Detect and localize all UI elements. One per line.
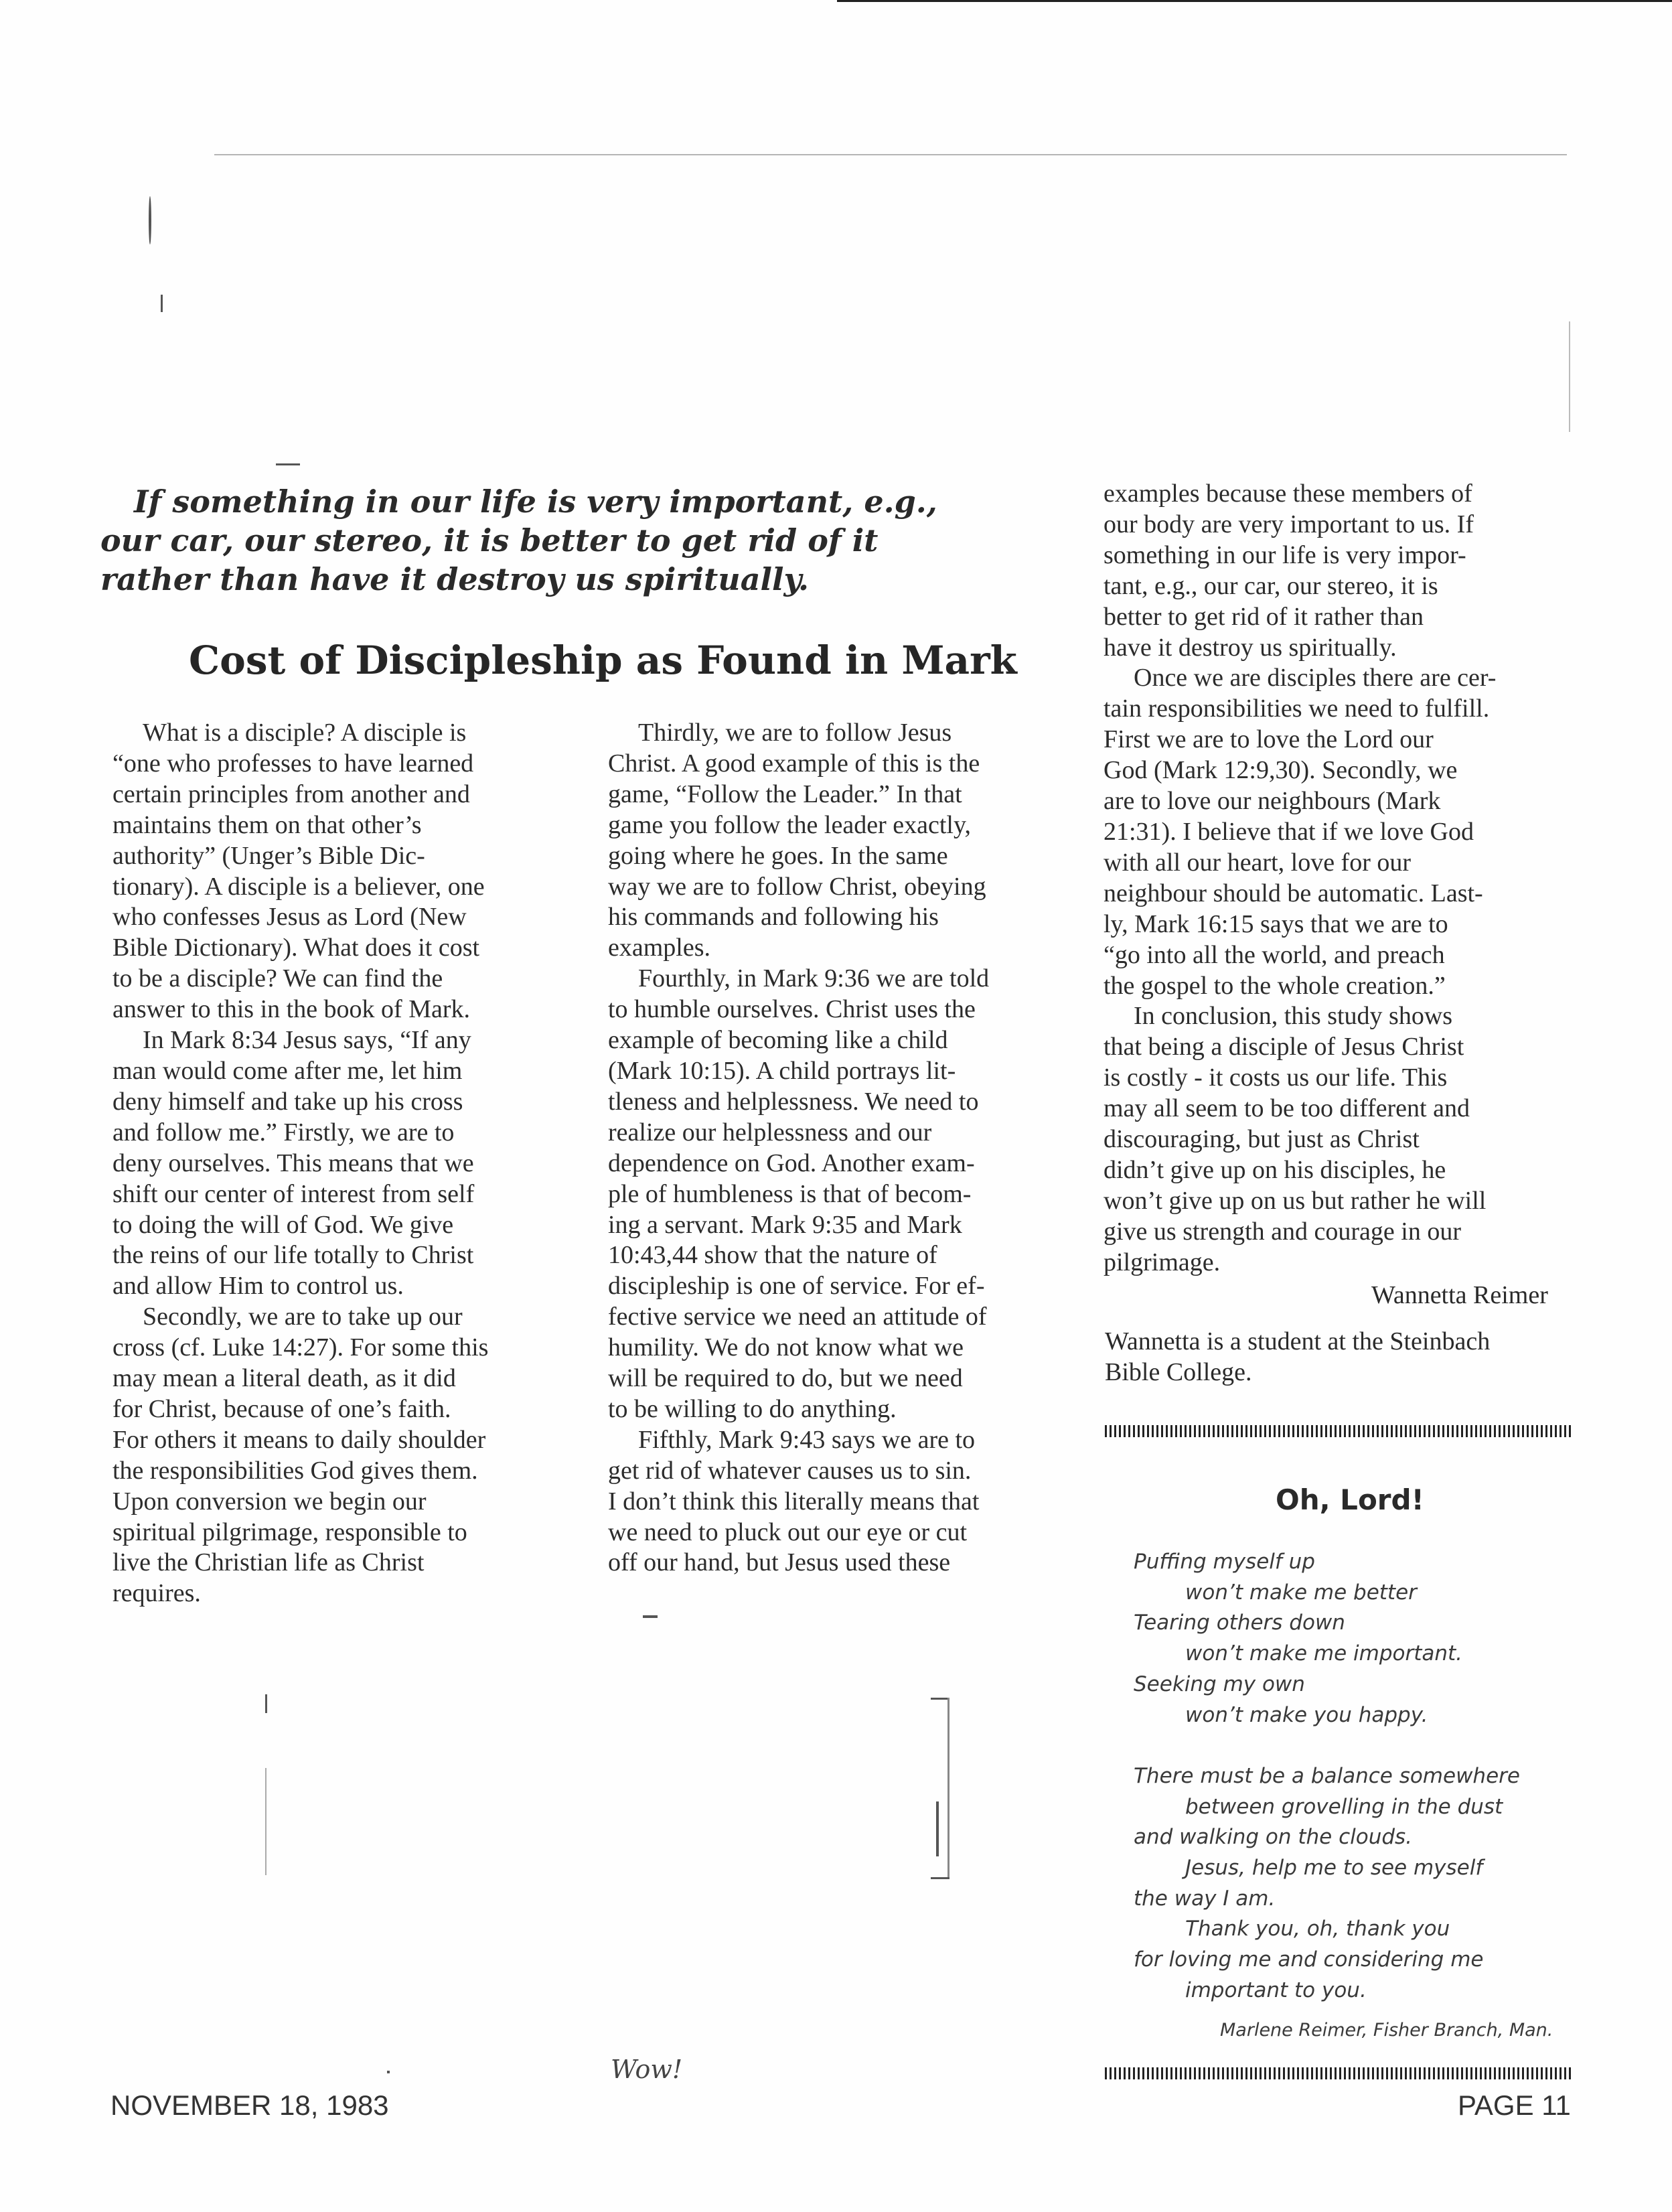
poem-body — [1134, 1547, 1520, 2006]
article-line: didn’t give up on his disciples, he — [1104, 1155, 1446, 1184]
article-line: get rid of whatever causes us to sin. — [608, 1456, 972, 1485]
scan-mark — [276, 463, 300, 465]
article-line: certain principles from another and — [112, 780, 470, 808]
article-column-3 — [1104, 479, 1586, 1278]
article-line: will be required to do, but we need — [608, 1364, 963, 1393]
poem-line: Jesus, help me to see myself — [1185, 1856, 1483, 1881]
article-line: In Mark 8:34 Jesus says, “If any — [143, 1026, 471, 1055]
article-line: with all our heart, love for our — [1104, 848, 1412, 877]
poem-line: and walking on the clouds. — [1134, 1825, 1413, 1850]
article-line: live the Christian life as Christ — [112, 1548, 425, 1577]
article-line: 21:31). I believe that if we love God — [1104, 817, 1474, 846]
scan-mark — [161, 295, 163, 312]
article-line: ly, Mark 16:15 says that we are to — [1104, 909, 1448, 938]
scan-mark — [265, 1694, 267, 1713]
scan-mark — [265, 1768, 267, 1875]
article-line: “go into all the world, and preach — [1104, 940, 1445, 969]
article-line: the reins of our life totally to Christ — [112, 1241, 474, 1270]
article-author: Wannetta Reimer — [1371, 1281, 1548, 1309]
article-line: I don’t think this literally means that — [608, 1487, 980, 1516]
article-line: is costly - it costs us our life. This — [1104, 1063, 1448, 1092]
article-line: man would come after me, let him — [112, 1056, 463, 1085]
article-line: ple of humbleness is that of becom- — [608, 1179, 972, 1208]
article-line: tant, e.g., our car, our stereo, it is — [1104, 571, 1438, 600]
article-line: examples because these members of — [1104, 480, 1472, 508]
article-line: discipleship is one of service. For ef- — [608, 1272, 985, 1301]
article-line: may all seem to be too different and — [1104, 1094, 1470, 1123]
article-line: won’t give up on us but rather he will — [1104, 1186, 1487, 1215]
poem-line: There must be a balance somewhere — [1134, 1763, 1520, 1788]
poem-line: won’t make you happy. — [1185, 1702, 1428, 1727]
poem-line: won’t make me important. — [1185, 1641, 1463, 1666]
article-line: and follow me.” Firstly, we are to — [112, 1118, 455, 1147]
scan-bracket — [931, 1698, 949, 1700]
article-line: to be willing to do anything. — [608, 1394, 897, 1423]
article-line: that being a disciple of Jesus Christ — [1104, 1033, 1464, 1061]
article-line: Fifthly, Mark 9:43 says we are to — [638, 1425, 976, 1454]
article-line: Thirdly, we are to follow Jesus — [638, 719, 952, 747]
article-line: God (Mark 12:9,30). Secondly, we — [1104, 756, 1458, 785]
poem-line: important to you. — [1185, 1978, 1367, 2002]
article-line: are to love our neighbours (Mark — [1104, 787, 1441, 816]
pull-quote-line: rather than have it destroy us spiritually. — [100, 561, 809, 597]
article-line: example of becoming like a child — [608, 1026, 948, 1055]
pull-quote — [100, 482, 937, 599]
article-line: Upon conversion we begin our — [112, 1487, 427, 1516]
article-line: fective service we need an attitude of — [608, 1303, 987, 1331]
article-line: “one who professes to have learned — [112, 749, 474, 778]
article-line: ing a servant. Mark 9:35 and Mark — [608, 1210, 962, 1239]
article-line: game you follow the leader exactly, — [608, 810, 971, 839]
article-line: In conclusion, this study shows — [1134, 1002, 1453, 1031]
filler-text: Wow! — [611, 2055, 683, 2084]
article-paragraph — [608, 718, 1077, 964]
article-line: deny ourselves. This means that we — [112, 1149, 474, 1177]
scan-mark — [1569, 321, 1570, 432]
poem-line — [1134, 1730, 1520, 1761]
article-line: game, “Follow the Leader.” In that — [608, 780, 962, 808]
article-line: his commands and following his — [608, 903, 939, 932]
article-line: deny himself and take up his cross — [112, 1087, 463, 1116]
footer-page-number: PAGE 11 — [1458, 2089, 1571, 2121]
article-paragraph — [112, 718, 581, 1025]
article-line: better to get rid of it rather than — [1104, 602, 1424, 631]
article-paragraph — [112, 1302, 581, 1609]
article-line: What is a disciple? A disciple is — [143, 719, 467, 747]
article-line: requires. — [112, 1579, 201, 1608]
poem-title: Oh, Lord! — [1276, 1483, 1424, 1516]
article-paragraph — [1104, 663, 1586, 1001]
poem-line: Seeking my own — [1134, 1672, 1305, 1696]
article-line: spiritual pilgrimage, responsible to — [112, 1518, 467, 1546]
article-title: Cost of Discipleship as Found in Mark — [189, 638, 1017, 683]
article-line: examples. — [608, 934, 711, 962]
article-line: Secondly, we are to take up our — [143, 1303, 463, 1331]
article-line: something in our life is very impor- — [1104, 540, 1466, 569]
pull-quote-line: If something in our life is very important, e.g., — [134, 484, 937, 520]
article-line: who confesses Jesus as Lord (New — [112, 903, 467, 932]
scan-bracket — [936, 1801, 939, 1856]
article-line: our body are very important to us. If — [1104, 510, 1474, 538]
article-line: may mean a literal death, as it did — [112, 1364, 456, 1393]
article-line: shift our center of interest from self — [112, 1179, 475, 1208]
article-line: Bible Dictionary). What does it cost — [112, 934, 480, 962]
article-line: we need to pluck out our eye or cut — [608, 1518, 968, 1546]
article-paragraph — [1104, 1001, 1586, 1278]
poem-line: Puffing myself up — [1134, 1550, 1315, 1574]
author-bio-line: Bible College. — [1105, 1358, 1252, 1386]
article-paragraph — [608, 964, 1077, 1425]
article-line: tleness and helplessness. We need to — [608, 1087, 979, 1116]
article-line: tionary). A disciple is a believer, one — [112, 872, 485, 901]
article-line: off our hand, but Jesus used these — [608, 1548, 951, 1577]
top-rule — [837, 0, 1672, 2]
article-line: authority” (Unger’s Bible Dic- — [112, 841, 425, 870]
poem-line: for loving me and considering me — [1134, 1947, 1484, 1972]
article-line: First we are to love the Lord our — [1104, 725, 1434, 754]
author-bio-line: Wannetta is a student at the Steinbach — [1105, 1327, 1491, 1355]
scan-mark — [387, 2071, 390, 2073]
article-line: neighbour should be automatic. Last- — [1104, 879, 1483, 907]
article-line: cross (cf. Luke 14:27). For some this — [112, 1333, 489, 1362]
article-line: and allow Him to control us. — [112, 1272, 404, 1301]
decorative-divider — [1105, 2067, 1574, 2079]
article-line: to doing the will of God. We give — [112, 1210, 454, 1239]
footer-date: NOVEMBER 18, 1983 — [110, 2089, 389, 2121]
scan-mark — [643, 1615, 658, 1618]
article-line: to humble ourselves. Christ uses the — [608, 995, 976, 1024]
article-line: have it destroy us spiritually. — [1104, 633, 1397, 662]
header-rule — [214, 154, 1567, 155]
article-line: to be a disciple? We can find the — [112, 964, 443, 993]
article-line: Fourthly, in Mark 9:36 we are told — [638, 964, 990, 993]
decorative-divider — [1105, 1425, 1574, 1437]
article-line: the responsibilities God gives them. — [112, 1456, 478, 1485]
article-line: humility. We do not know what we — [608, 1333, 964, 1362]
article-line: discouraging, but just as Christ — [1104, 1125, 1420, 1154]
article-line: Once we are disciples there are cer- — [1134, 664, 1497, 692]
article-line: For others it means to daily shoulder — [112, 1425, 486, 1454]
article-paragraph — [1104, 479, 1586, 663]
scan-bracket — [931, 1877, 949, 1879]
article-line: maintains them on that other’s — [112, 810, 422, 839]
article-line: for Christ, because of one’s faith. — [112, 1394, 451, 1423]
article-line: 10:43,44 show that the nature of — [608, 1241, 937, 1270]
article-line: give us strength and courage in our — [1104, 1217, 1461, 1246]
pull-quote-line: our car, our stereo, it is better to get rid of it — [100, 522, 879, 559]
article-paragraph — [112, 1025, 581, 1302]
article-line: the gospel to the whole creation.” — [1104, 971, 1446, 1000]
poem-line: Thank you, oh, thank you — [1185, 1917, 1450, 1941]
poem-line: the way I am. — [1134, 1886, 1276, 1911]
article-line: pilgrimage. — [1104, 1248, 1221, 1276]
article-line: (Mark 10:15). A child portrays lit- — [608, 1056, 956, 1085]
article-line: Christ. A good example of this is the — [608, 749, 980, 778]
scan-bracket — [947, 1698, 949, 1878]
poem-line: between grovelling in the dust — [1185, 1794, 1503, 1819]
article-line: going where he goes. In the same — [608, 841, 948, 870]
poem-credit: Marlene Reimer, Fisher Branch, Man. — [1220, 2020, 1553, 2041]
scan-mark — [149, 196, 151, 244]
article-column-1 — [112, 718, 581, 1609]
article-column-2 — [608, 718, 1077, 1578]
article-line: dependence on God. Another exam- — [608, 1149, 975, 1177]
article-line: way we are to follow Christ, obeying — [608, 872, 986, 901]
article-line: realize our helplessness and our — [608, 1118, 932, 1147]
poem-line: won’t make me better — [1185, 1580, 1417, 1605]
article-line: tain responsibilities we need to fulfill. — [1104, 694, 1490, 723]
article-line: answer to this in the book of Mark. — [112, 995, 471, 1024]
poem-line: Tearing others down — [1134, 1611, 1345, 1635]
author-bio — [1105, 1326, 1490, 1388]
article-paragraph — [608, 1425, 1077, 1579]
